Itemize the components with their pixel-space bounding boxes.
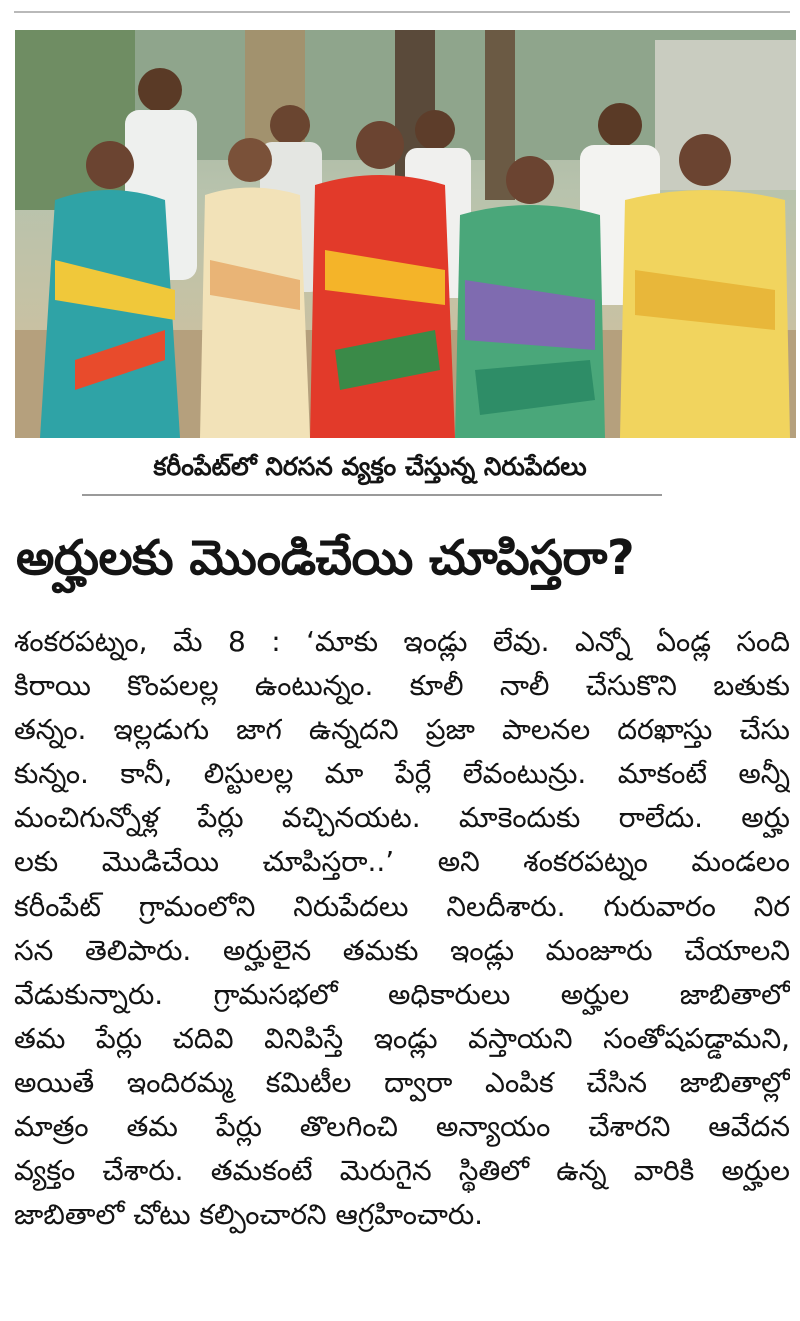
body-line: సన తెలిపారు. అర్హులైన తమకు ఇండ్లు మంజూరు చేయాలని — [14, 933, 790, 967]
body-line: మంచిగున్నోళ్ల పేర్లు వచ్చినయట. మాకెందుకు రాలేదు. అర్హు — [14, 801, 790, 835]
body-line: తమ పేర్లు చదివి వినిపిస్తే ఇండ్లు వస్తాయని సంతోషపడ్డామని, — [14, 1021, 790, 1055]
body-line: తన్నం. ఇల్లడుగు జాగ ఉన్నదని ప్రజా పాలనల దరఖాస్తు చేసు — [14, 713, 790, 747]
body-line: లకు మొడిచేయి చూపిస్తరా..’ అని శంకరపట్నం మండలం — [14, 845, 790, 879]
body-line: మాత్రం తమ పేర్లు తొలగించి అన్యాయం చేశారని ఆవేదన — [14, 1110, 790, 1144]
top-rule — [14, 11, 790, 13]
body-line: శంకరపట్నం, మే 8 : ‘మాకు ఇండ్లు లేవు. ఎన్నో ఏండ్ల సంది — [14, 625, 790, 658]
body-line: అయితే ఇందిరమ్మ కమిటీల ద్వారా ఎంపిక చేసిన జాబితాల్లో — [14, 1065, 790, 1099]
caption-rule — [82, 494, 662, 496]
article-body — [14, 620, 790, 1237]
protest-photo-icon — [15, 30, 796, 438]
body-line: జాబితాలో చోటు కల్పించారని ఆగ్రహించారు. — [14, 1198, 484, 1232]
body-line: వ్యక్తం చేశారు. తమకంటే మెరుగైన స్థితిలో ఉన్న వారికి అర్హుల — [14, 1154, 790, 1188]
body-line: కరీంపేట్ గ్రామంలోని నిరుపేదలు నిలదీశారు. గురువారం నిర — [14, 889, 790, 923]
headline: అర్హులకు మొండిచేయి చూపిస్తరా? — [16, 530, 635, 586]
body-line: కున్నం. కానీ, లిస్టులల్ల మా పేర్లే లేవంటున్రు. మాకంటే అన్నీ — [14, 757, 790, 791]
photo-caption: కరీంపేట్‌లో నిరసన వ్యక్తం చేస్తున్న నిరుపేదలు — [153, 452, 587, 481]
news-photo — [15, 30, 796, 438]
body-line: వేడుకున్నారు. గ్రామసభలో అధికారులు అర్హుల జాబితాలో — [14, 977, 790, 1011]
body-line: కిరాయి కొంపలల్ల ఉంటున్నం. కూలీ నాలీ చేసుకొని బతుకు — [14, 669, 790, 703]
